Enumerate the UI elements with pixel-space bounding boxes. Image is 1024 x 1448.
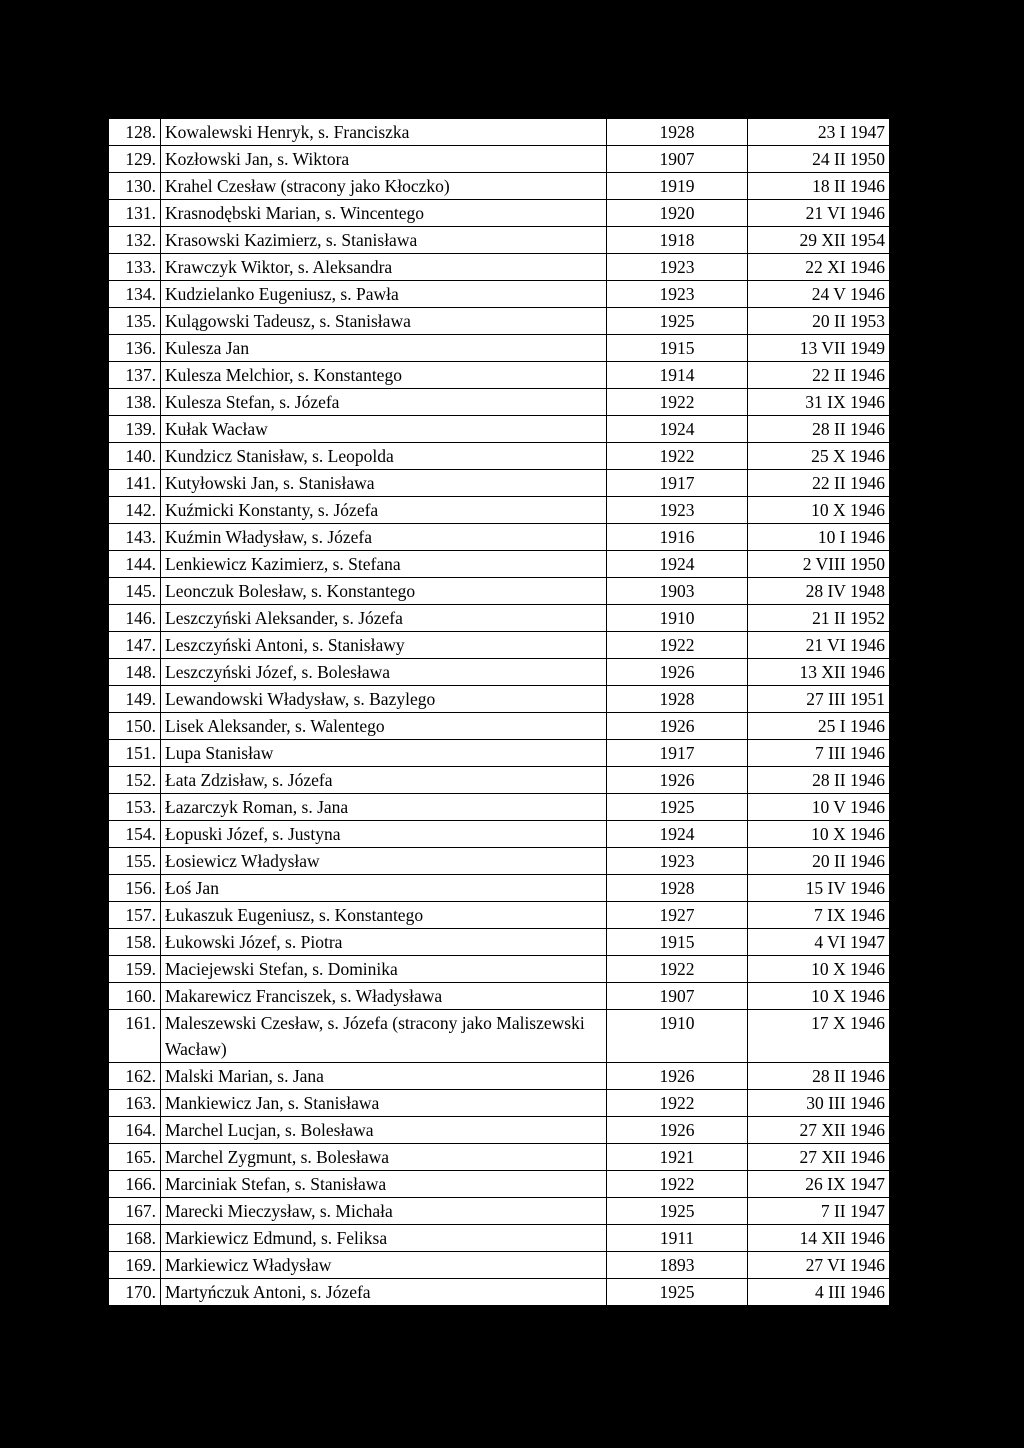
table-row [109, 308, 890, 335]
execution-date: 22 XI 1946 [748, 254, 890, 281]
execution-date: 30 III 1946 [748, 1090, 890, 1117]
execution-date: 26 IX 1947 [748, 1171, 890, 1198]
execution-date: 24 II 1950 [748, 146, 890, 173]
table-row [109, 416, 890, 443]
table-row [109, 497, 890, 524]
birth-year: 1914 [607, 362, 748, 389]
row-number: 132. [109, 227, 161, 254]
person-name: Łazarczyk Roman, s. Jana [161, 794, 607, 821]
person-name: Kundzicz Stanisław, s. Leopolda [161, 443, 607, 470]
person-name: Kulesza Stefan, s. Józefa [161, 389, 607, 416]
execution-date: 10 X 1946 [748, 821, 890, 848]
table-row [109, 1279, 890, 1306]
person-name: Łosiewicz Władysław [161, 848, 607, 875]
birth-year: 1928 [607, 875, 748, 902]
row-number: 136. [109, 335, 161, 362]
execution-date: 28 IV 1948 [748, 578, 890, 605]
row-number: 157. [109, 902, 161, 929]
table-row [109, 767, 890, 794]
person-name: Kulesza Melchior, s. Konstantego [161, 362, 607, 389]
row-number: 141. [109, 470, 161, 497]
execution-date: 20 II 1946 [748, 848, 890, 875]
birth-year: 1925 [607, 308, 748, 335]
table-row [109, 443, 890, 470]
birth-year: 1926 [607, 767, 748, 794]
birth-year: 1923 [607, 497, 748, 524]
person-name: Marchel Zygmunt, s. Bolesława [161, 1144, 607, 1171]
person-name: Kulesza Jan [161, 335, 607, 362]
person-name: Markiewicz Władysław [161, 1252, 607, 1279]
birth-year: 1926 [607, 1117, 748, 1144]
row-number: 147. [109, 632, 161, 659]
birth-year: 1926 [607, 659, 748, 686]
table-row [109, 983, 890, 1010]
execution-date: 10 I 1946 [748, 524, 890, 551]
person-name: Łopuski Józef, s. Justyna [161, 821, 607, 848]
person-name: Maleszewski Czesław, s. Józefa (stracony jako Maliszewski Wacław) [161, 1010, 607, 1063]
row-number: 139. [109, 416, 161, 443]
person-name: Mankiewicz Jan, s. Stanisława [161, 1090, 607, 1117]
row-number: 164. [109, 1117, 161, 1144]
person-name: Lupa Stanisław [161, 740, 607, 767]
row-number: 149. [109, 686, 161, 713]
execution-date: 17 X 1946 [748, 1010, 890, 1063]
birth-year: 1907 [607, 146, 748, 173]
execution-date: 22 II 1946 [748, 362, 890, 389]
execution-date: 28 II 1946 [748, 1063, 890, 1090]
table-row [109, 1144, 890, 1171]
row-number: 128. [109, 119, 161, 146]
birth-year: 1925 [607, 1198, 748, 1225]
row-number: 145. [109, 578, 161, 605]
birth-year: 1924 [607, 821, 748, 848]
person-name: Leonczuk Bolesław, s. Konstantego [161, 578, 607, 605]
row-number: 135. [109, 308, 161, 335]
birth-year: 1907 [607, 983, 748, 1010]
birth-year: 1922 [607, 956, 748, 983]
table-row [109, 551, 890, 578]
person-name: Krasnodębski Marian, s. Wincentego [161, 200, 607, 227]
birth-year: 1923 [607, 254, 748, 281]
row-number: 165. [109, 1144, 161, 1171]
person-name: Lewandowski Władysław, s. Bazylego [161, 686, 607, 713]
table-row [109, 659, 890, 686]
table-row [109, 389, 890, 416]
birth-year: 1910 [607, 1010, 748, 1063]
row-number: 146. [109, 605, 161, 632]
row-number: 162. [109, 1063, 161, 1090]
execution-date: 24 V 1946 [748, 281, 890, 308]
table-row [109, 1063, 890, 1090]
table-row [109, 1090, 890, 1117]
person-name: Leszczyński Józef, s. Bolesława [161, 659, 607, 686]
person-name: Marchel Lucjan, s. Bolesława [161, 1117, 607, 1144]
person-name: Krawczyk Wiktor, s. Aleksandra [161, 254, 607, 281]
table-row [109, 119, 890, 146]
birth-year: 1917 [607, 740, 748, 767]
execution-date: 27 III 1951 [748, 686, 890, 713]
person-name: Krahel Czesław (stracony jako Kłoczko) [161, 173, 607, 200]
row-number: 168. [109, 1225, 161, 1252]
person-name: Markiewicz Edmund, s. Feliksa [161, 1225, 607, 1252]
person-name: Łukaszuk Eugeniusz, s. Konstantego [161, 902, 607, 929]
execution-date: 25 I 1946 [748, 713, 890, 740]
execution-date: 22 II 1946 [748, 470, 890, 497]
person-name: Kozłowski Jan, s. Wiktora [161, 146, 607, 173]
table-row [109, 1252, 890, 1279]
birth-year: 1922 [607, 1090, 748, 1117]
birth-year: 1923 [607, 848, 748, 875]
table-row [109, 875, 890, 902]
execution-date: 10 X 1946 [748, 956, 890, 983]
birth-year: 1928 [607, 686, 748, 713]
table-row [109, 1171, 890, 1198]
execution-date: 21 II 1952 [748, 605, 890, 632]
row-number: 161. [109, 1010, 161, 1063]
person-name: Łata Zdzisław, s. Józefa [161, 767, 607, 794]
birth-year: 1922 [607, 443, 748, 470]
table-row [109, 524, 890, 551]
execution-date: 31 IX 1946 [748, 389, 890, 416]
person-name: Makarewicz Franciszek, s. Władysława [161, 983, 607, 1010]
table-row [109, 578, 890, 605]
document-page [108, 118, 889, 1306]
birth-year: 1926 [607, 1063, 748, 1090]
execution-date: 20 II 1953 [748, 308, 890, 335]
row-number: 142. [109, 497, 161, 524]
person-name: Kuźmin Władysław, s. Józefa [161, 524, 607, 551]
table-row [109, 632, 890, 659]
table-row [109, 173, 890, 200]
birth-year: 1918 [607, 227, 748, 254]
row-number: 166. [109, 1171, 161, 1198]
execution-date: 7 III 1946 [748, 740, 890, 767]
row-number: 130. [109, 173, 161, 200]
table-row [109, 200, 890, 227]
row-number: 159. [109, 956, 161, 983]
execution-date: 4 VI 1947 [748, 929, 890, 956]
row-number: 143. [109, 524, 161, 551]
execution-date: 21 VI 1946 [748, 200, 890, 227]
birth-year: 1916 [607, 524, 748, 551]
table-row [109, 335, 890, 362]
birth-year: 1924 [607, 416, 748, 443]
person-name: Marciniak Stefan, s. Stanisława [161, 1171, 607, 1198]
table-row [109, 956, 890, 983]
person-name: Leszczyński Aleksander, s. Józefa [161, 605, 607, 632]
table-row [109, 848, 890, 875]
execution-date: 23 I 1947 [748, 119, 890, 146]
birth-year: 1923 [607, 281, 748, 308]
row-number: 153. [109, 794, 161, 821]
table-row [109, 281, 890, 308]
person-name: Lisek Aleksander, s. Walentego [161, 713, 607, 740]
row-number: 131. [109, 200, 161, 227]
execution-date: 27 VI 1946 [748, 1252, 890, 1279]
execution-date: 10 X 1946 [748, 497, 890, 524]
birth-year: 1926 [607, 713, 748, 740]
execution-date: 28 II 1946 [748, 767, 890, 794]
table-row [109, 605, 890, 632]
row-number: 148. [109, 659, 161, 686]
execution-date: 27 XII 1946 [748, 1117, 890, 1144]
execution-date: 10 X 1946 [748, 983, 890, 1010]
table-row [109, 1225, 890, 1252]
execution-date: 15 IV 1946 [748, 875, 890, 902]
table-row [109, 362, 890, 389]
birth-year: 1922 [607, 1171, 748, 1198]
execution-date: 14 XII 1946 [748, 1225, 890, 1252]
row-number: 138. [109, 389, 161, 416]
table-row [109, 227, 890, 254]
execution-date: 2 VIII 1950 [748, 551, 890, 578]
row-number: 163. [109, 1090, 161, 1117]
person-name: Marecki Mieczysław, s. Michała [161, 1198, 607, 1225]
execution-date: 13 XII 1946 [748, 659, 890, 686]
person-name: Kutyłowski Jan, s. Stanisława [161, 470, 607, 497]
row-number: 169. [109, 1252, 161, 1279]
row-number: 170. [109, 1279, 161, 1306]
row-number: 152. [109, 767, 161, 794]
person-name: Kudzielanko Eugeniusz, s. Pawła [161, 281, 607, 308]
row-number: 151. [109, 740, 161, 767]
table-row [109, 740, 890, 767]
person-name: Kuźmicki Konstanty, s. Józefa [161, 497, 607, 524]
birth-year: 1928 [607, 119, 748, 146]
birth-year: 1925 [607, 794, 748, 821]
birth-year: 1920 [607, 200, 748, 227]
execution-date: 4 III 1946 [748, 1279, 890, 1306]
row-number: 133. [109, 254, 161, 281]
execution-date: 27 XII 1946 [748, 1144, 890, 1171]
execution-date: 18 II 1946 [748, 173, 890, 200]
person-name: Krasowski Kazimierz, s. Stanisława [161, 227, 607, 254]
row-number: 129. [109, 146, 161, 173]
row-number: 154. [109, 821, 161, 848]
table-row [109, 254, 890, 281]
table-row [109, 1117, 890, 1144]
execution-date: 10 V 1946 [748, 794, 890, 821]
birth-year: 1922 [607, 632, 748, 659]
execution-date: 25 X 1946 [748, 443, 890, 470]
birth-year: 1925 [607, 1279, 748, 1306]
row-number: 150. [109, 713, 161, 740]
execution-date: 21 VI 1946 [748, 632, 890, 659]
birth-year: 1921 [607, 1144, 748, 1171]
execution-date: 7 IX 1946 [748, 902, 890, 929]
table-row [109, 794, 890, 821]
table-row [109, 713, 890, 740]
row-number: 144. [109, 551, 161, 578]
birth-year: 1893 [607, 1252, 748, 1279]
table-row [109, 929, 890, 956]
table-row [109, 1198, 890, 1225]
table-row [109, 146, 890, 173]
birth-year: 1915 [607, 335, 748, 362]
records-table [108, 118, 890, 1306]
birth-year: 1903 [607, 578, 748, 605]
person-name: Malski Marian, s. Jana [161, 1063, 607, 1090]
row-number: 160. [109, 983, 161, 1010]
row-number: 156. [109, 875, 161, 902]
execution-date: 28 II 1946 [748, 416, 890, 443]
row-number: 137. [109, 362, 161, 389]
table-row [109, 821, 890, 848]
birth-year: 1924 [607, 551, 748, 578]
row-number: 140. [109, 443, 161, 470]
birth-year: 1919 [607, 173, 748, 200]
row-number: 134. [109, 281, 161, 308]
birth-year: 1917 [607, 470, 748, 497]
person-name: Kowalewski Henryk, s. Franciszka [161, 119, 607, 146]
person-name: Leszczyński Antoni, s. Stanisławy [161, 632, 607, 659]
person-name: Lenkiewicz Kazimierz, s. Stefana [161, 551, 607, 578]
table-row [109, 1010, 890, 1063]
table-row [109, 686, 890, 713]
execution-date: 13 VII 1949 [748, 335, 890, 362]
birth-year: 1915 [607, 929, 748, 956]
table-row [109, 470, 890, 497]
execution-date: 7 II 1947 [748, 1198, 890, 1225]
birth-year: 1922 [607, 389, 748, 416]
person-name: Łoś Jan [161, 875, 607, 902]
person-name: Kułak Wacław [161, 416, 607, 443]
person-name: Kulągowski Tadeusz, s. Stanisława [161, 308, 607, 335]
row-number: 155. [109, 848, 161, 875]
table-row [109, 902, 890, 929]
records-table-body [109, 119, 890, 1306]
person-name: Łukowski Józef, s. Piotra [161, 929, 607, 956]
birth-year: 1910 [607, 605, 748, 632]
person-name: Martyńczuk Antoni, s. Józefa [161, 1279, 607, 1306]
row-number: 167. [109, 1198, 161, 1225]
birth-year: 1911 [607, 1225, 748, 1252]
execution-date: 29 XII 1954 [748, 227, 890, 254]
birth-year: 1927 [607, 902, 748, 929]
person-name: Maciejewski Stefan, s. Dominika [161, 956, 607, 983]
row-number: 158. [109, 929, 161, 956]
